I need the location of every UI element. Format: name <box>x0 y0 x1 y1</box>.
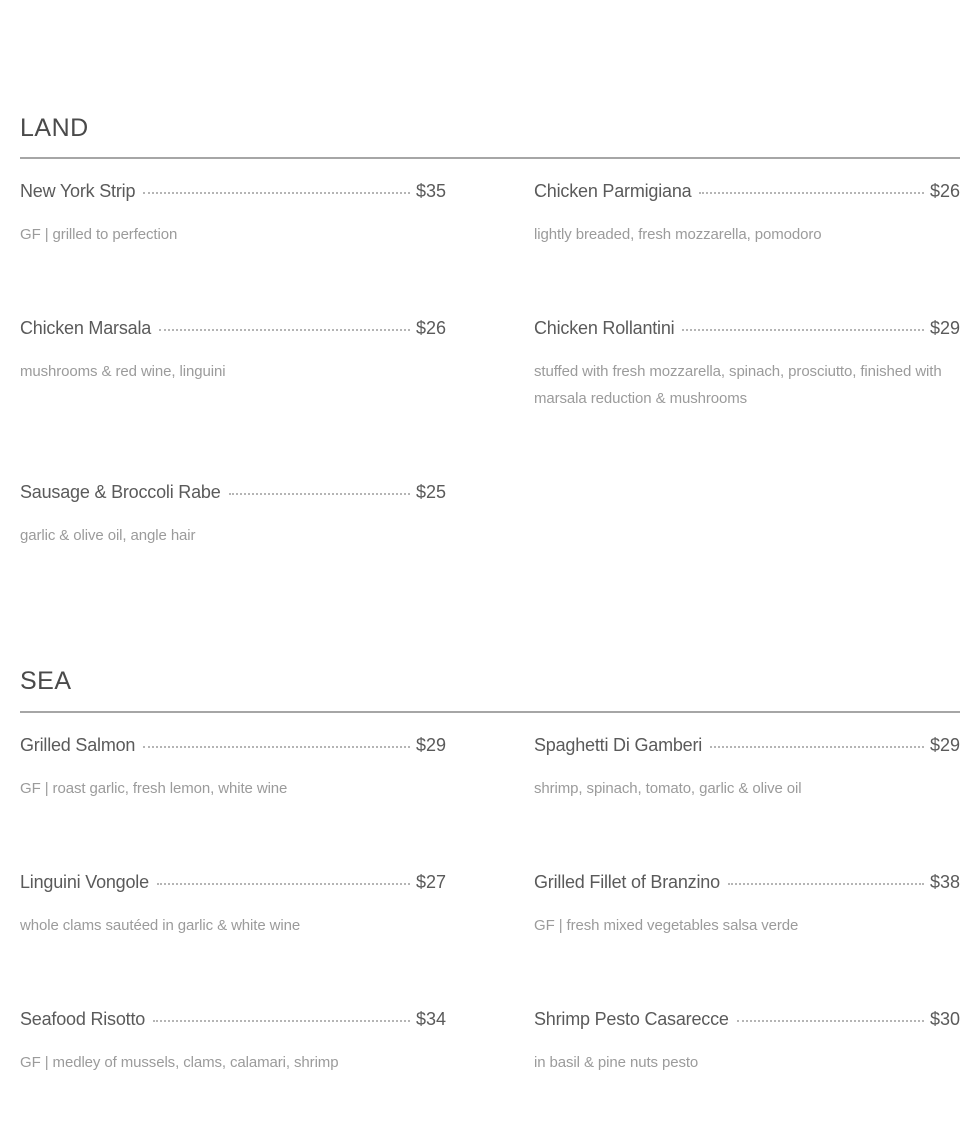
dotted-leader <box>143 191 410 194</box>
menu-item-description: mushrooms & red wine, linguini <box>20 363 226 380</box>
menu-item-description: lightly breaded, fresh mozzarella, pomodoro <box>534 226 822 243</box>
menu-item <box>534 1009 960 1076</box>
menu-item-name: Chicken Parmigiana <box>534 181 692 201</box>
menu-item-name: Grilled Fillet of Branzino <box>534 872 720 892</box>
menu-item-price: $29 <box>415 735 446 755</box>
menu-item-name: Chicken Marsala <box>20 318 152 338</box>
menu-item-price: $25 <box>415 482 446 502</box>
menu-item-name: Sausage & Broccoli Rabe <box>20 482 221 502</box>
menu-item-price: $26 <box>415 318 446 338</box>
section-divider <box>20 157 960 159</box>
menu-item-header <box>20 1009 446 1033</box>
menu-item <box>534 318 960 412</box>
dotted-leader <box>143 745 410 748</box>
menu-item-header <box>534 318 960 342</box>
menu-item-header <box>534 181 960 205</box>
menu-item <box>534 181 960 248</box>
menu-item <box>20 1009 446 1076</box>
menu-item-price: $29 <box>929 318 960 338</box>
menu-item-header <box>20 735 446 759</box>
menu-item <box>20 482 446 549</box>
menu-item <box>534 735 960 802</box>
menu-item <box>20 181 446 248</box>
menu-item <box>20 318 446 385</box>
menu-item-price: $26 <box>929 181 960 201</box>
menu-item-price: $29 <box>929 735 960 755</box>
menu-item <box>20 735 446 802</box>
menu-item-name: Chicken Rollantini <box>534 318 675 338</box>
menu-item-description: stuffed with fresh mozzarella, spinach, prosciutto, finished with marsala reduction & mushrooms <box>534 363 942 407</box>
menu-item-price: $35 <box>415 181 446 201</box>
menu-item-name: Shrimp Pesto Casarecce <box>534 1009 729 1029</box>
menu-item <box>20 872 446 939</box>
menu-item-description: shrimp, spinach, tomato, garlic & olive oil <box>534 780 802 797</box>
menu-item-description: whole clams sautéed in garlic & white wine <box>20 917 301 934</box>
menu-item-price: $38 <box>929 872 960 892</box>
dotted-leader <box>153 1019 410 1022</box>
menu-item-description: GF | grilled to perfection <box>20 226 178 243</box>
dotted-leader <box>737 1019 924 1022</box>
menu-item <box>534 872 960 939</box>
menu-item-description: GF | fresh mixed vegetables salsa verde <box>534 917 799 934</box>
menu-item-name: Spaghetti Di Gamberi <box>534 735 703 755</box>
menu-item-header <box>20 318 446 342</box>
menu-item-name: New York Strip <box>20 181 136 201</box>
menu-item-name: Linguini Vongole <box>20 872 149 892</box>
menu-item-header <box>534 872 960 896</box>
menu-item-header <box>20 482 446 506</box>
menu-item-description: in basil & pine nuts pesto <box>534 1054 699 1071</box>
menu-item-header <box>534 735 960 759</box>
menu-item-description: GF | roast garlic, fresh lemon, white wine <box>20 780 288 797</box>
section-title-land: LAND <box>20 114 89 142</box>
menu-item-header <box>534 1009 960 1033</box>
dotted-leader <box>157 882 410 885</box>
menu-item-name: Seafood Risotto <box>20 1009 146 1029</box>
menu-item-description: GF | medley of mussels, clams, calamari, shrimp <box>20 1054 339 1071</box>
menu-item-price: $30 <box>929 1009 960 1029</box>
dotted-leader <box>728 882 924 885</box>
menu-item-name: Grilled Salmon <box>20 735 136 755</box>
section-divider <box>20 711 960 713</box>
menu-item-header <box>20 181 446 205</box>
dotted-leader <box>710 745 924 748</box>
menu-item-header <box>20 872 446 896</box>
section-title-sea: SEA <box>20 667 72 695</box>
menu-item-price: $27 <box>415 872 446 892</box>
dotted-leader <box>699 191 923 194</box>
menu-item-price: $34 <box>415 1009 446 1029</box>
dotted-leader <box>229 492 410 495</box>
menu-item-description: garlic & olive oil, angle hair <box>20 527 196 544</box>
dotted-leader <box>682 328 923 331</box>
dotted-leader <box>159 328 410 331</box>
